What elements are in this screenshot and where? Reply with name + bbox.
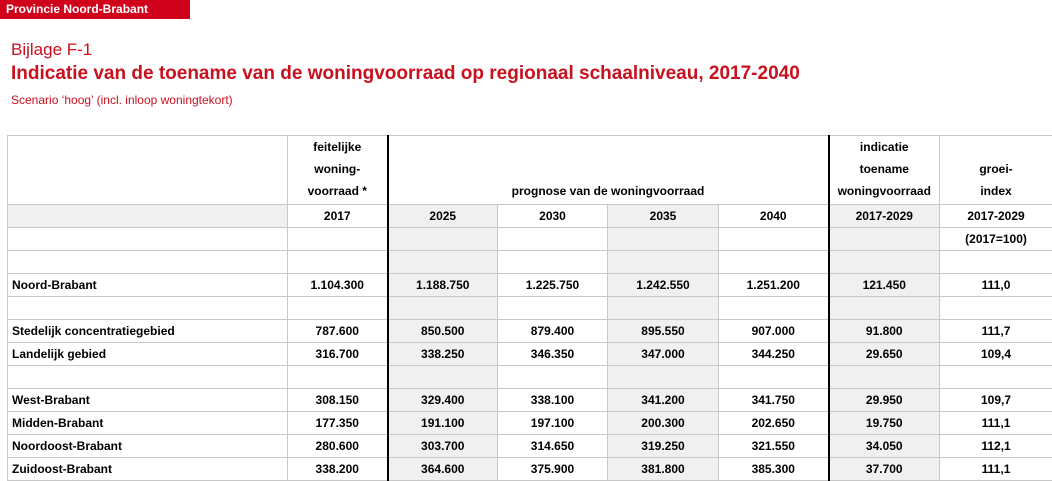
appendix-label: Bijlage F-1 [11, 40, 800, 60]
table-note-row [8, 228, 1052, 251]
header-growth-index: groei- index [940, 136, 1052, 205]
value-cell: 341.200 [608, 389, 719, 412]
header-empty-cell [8, 136, 288, 205]
value-cell: 319.250 [608, 435, 719, 458]
value-cell: 191.100 [388, 412, 498, 435]
value-cell: 364.600 [388, 458, 498, 481]
table-row [8, 435, 1052, 458]
value-cell: 895.550 [608, 320, 719, 343]
value-cell: 109,4 [940, 343, 1052, 366]
value-cell: 787.600 [288, 320, 388, 343]
value-cell: 91.800 [829, 320, 940, 343]
value-cell: 308.150 [288, 389, 388, 412]
table-spacer-row [8, 251, 1052, 274]
value-cell: 1.225.750 [498, 274, 608, 297]
year-cell: 2017-2029 [829, 205, 940, 228]
region-name: Stedelijk concentratiegebied [8, 320, 288, 343]
value-cell: 19.750 [829, 412, 940, 435]
value-cell: 202.650 [719, 412, 829, 435]
table-years-row [8, 205, 1052, 228]
value-cell: 303.700 [388, 435, 498, 458]
year-cell: 2017 [288, 205, 388, 228]
value-cell: 850.500 [388, 320, 498, 343]
header-increase: indicatie toename woningvoorraad [829, 136, 940, 205]
value-cell: 29.950 [829, 389, 940, 412]
value-cell: 344.250 [719, 343, 829, 366]
year-cell: 2040 [719, 205, 829, 228]
value-cell: 347.000 [608, 343, 719, 366]
value-cell: 375.900 [498, 458, 608, 481]
year-cell: 2030 [498, 205, 608, 228]
region-name: Noord-Brabant [8, 274, 288, 297]
year-cell: 2035 [608, 205, 719, 228]
value-cell: 111,7 [940, 320, 1052, 343]
year-cell: 2025 [388, 205, 498, 228]
value-cell: 338.250 [388, 343, 498, 366]
table-row [8, 389, 1052, 412]
table-row [8, 320, 1052, 343]
year-cell: 2017-2029 [940, 205, 1052, 228]
value-cell: 111,0 [940, 274, 1052, 297]
header-forecast: prognose van de woningvoorraad [388, 136, 829, 205]
value-cell: 29.650 [829, 343, 940, 366]
table-header-row [8, 136, 1052, 205]
value-cell: 1.188.750 [388, 274, 498, 297]
header-actual-stock: feitelijke woning- voorraad * [288, 136, 388, 205]
value-cell: 37.700 [829, 458, 940, 481]
value-cell: 111,1 [940, 412, 1052, 435]
value-cell: 200.300 [608, 412, 719, 435]
table-spacer-row [8, 366, 1052, 389]
table-row [8, 343, 1052, 366]
value-cell: 34.050 [829, 435, 940, 458]
table-row [8, 458, 1052, 481]
index-base-note: (2017=100) [940, 228, 1052, 251]
value-cell: 197.100 [498, 412, 608, 435]
region-name: West-Brabant [8, 389, 288, 412]
value-cell: 321.550 [719, 435, 829, 458]
value-cell: 341.750 [719, 389, 829, 412]
value-cell: 338.200 [288, 458, 388, 481]
page-subtitle: Scenario ‘hoog’ (incl. inloop woningtekort) [11, 92, 800, 108]
value-cell: 177.350 [288, 412, 388, 435]
value-cell: 338.100 [498, 389, 608, 412]
years-empty-cell [8, 205, 288, 228]
table-row [8, 274, 1052, 297]
value-cell: 1.104.300 [288, 274, 388, 297]
value-cell: 121.450 [829, 274, 940, 297]
value-cell: 109,7 [940, 389, 1052, 412]
table-spacer-row [8, 297, 1052, 320]
value-cell: 1.251.200 [719, 274, 829, 297]
value-cell: 346.350 [498, 343, 608, 366]
region-name: Zuidoost-Brabant [8, 458, 288, 481]
value-cell: 329.400 [388, 389, 498, 412]
region-name: Midden-Brabant [8, 412, 288, 435]
value-cell: 112,1 [940, 435, 1052, 458]
value-cell: 111,1 [940, 458, 1052, 481]
value-cell: 1.242.550 [608, 274, 719, 297]
table-row [8, 412, 1052, 435]
value-cell: 381.800 [608, 458, 719, 481]
value-cell: 280.600 [288, 435, 388, 458]
value-cell: 385.300 [719, 458, 829, 481]
page-title: Indicatie van de toename van de woningvoorraad op regionaal schaalniveau, 2017-2040 [11, 62, 800, 86]
housing-stock-table [7, 135, 1052, 481]
value-cell: 314.650 [498, 435, 608, 458]
brand-logo: Provincie Noord-Brabant [0, 0, 190, 19]
value-cell: 879.400 [498, 320, 608, 343]
region-name: Noordoost-Brabant [8, 435, 288, 458]
value-cell: 907.000 [719, 320, 829, 343]
region-name: Landelijk gebied [8, 343, 288, 366]
document-header [11, 40, 800, 108]
value-cell: 316.700 [288, 343, 388, 366]
